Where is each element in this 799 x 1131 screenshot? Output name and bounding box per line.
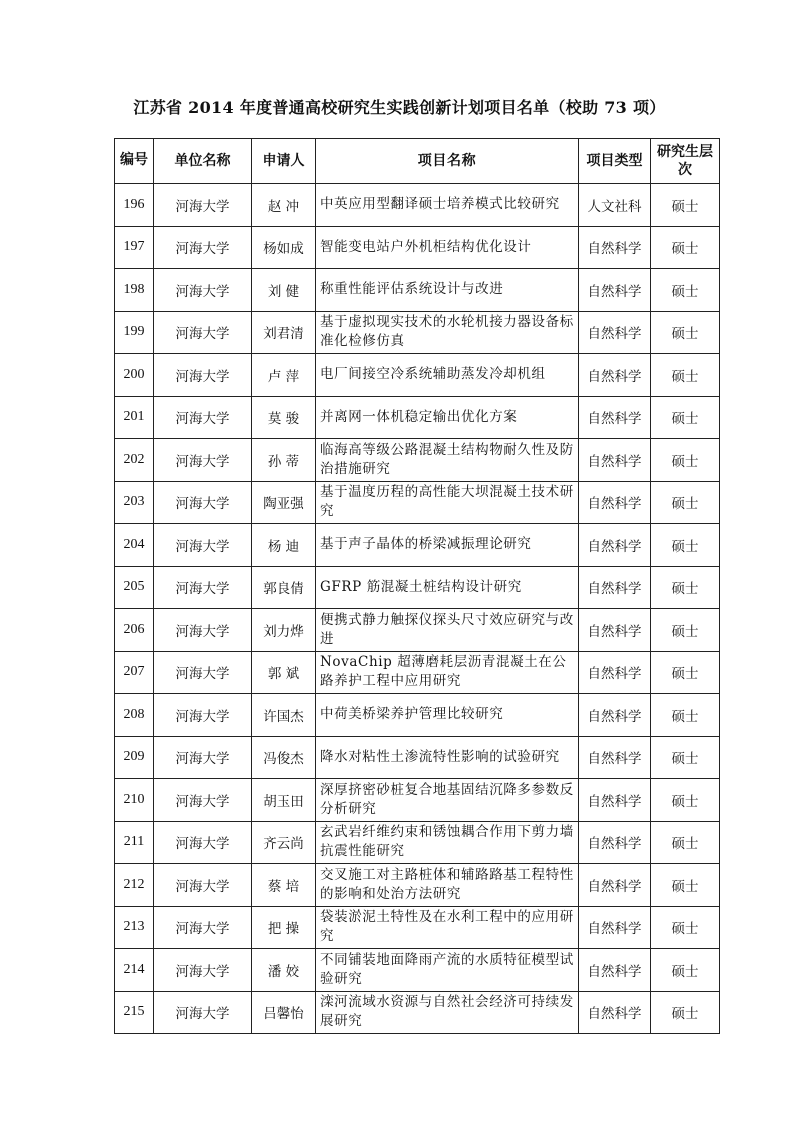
cell-applicant: 赵 冲 — [252, 184, 316, 227]
table-row — [115, 566, 720, 609]
table-row — [115, 609, 720, 652]
cell-level: 硕士 — [651, 736, 720, 779]
cell-unit: 河海大学 — [154, 821, 252, 864]
cell-project: 并离网一体机稳定输出优化方案 — [316, 396, 579, 439]
cell-type: 自然科学 — [579, 821, 651, 864]
cell-project: 降水对粘性土渗流特性影响的试验研究 — [316, 736, 579, 779]
cell-level: 硕士 — [651, 906, 720, 949]
cell-type: 自然科学 — [579, 524, 651, 567]
cell-level: 硕士 — [651, 991, 720, 1034]
table-body — [115, 184, 720, 1034]
cell-type: 自然科学 — [579, 864, 651, 907]
table-row — [115, 651, 720, 694]
table-row — [115, 481, 720, 524]
cell-level: 硕士 — [651, 779, 720, 822]
header-type: 项目类型 — [579, 139, 651, 184]
cell-type: 自然科学 — [579, 609, 651, 652]
table-row — [115, 396, 720, 439]
header-unit: 单位名称 — [154, 139, 252, 184]
cell-no: 200 — [115, 354, 154, 397]
cell-no: 202 — [115, 439, 154, 482]
cell-no: 210 — [115, 779, 154, 822]
cell-applicant: 莫 骏 — [252, 396, 316, 439]
cell-type: 自然科学 — [579, 269, 651, 312]
cell-applicant: 陶亚强 — [252, 481, 316, 524]
cell-no: 198 — [115, 269, 154, 312]
cell-project: 交叉施工对主路桩体和辅路路基工程特性的影响和处治方法研究 — [316, 864, 579, 907]
cell-type: 自然科学 — [579, 694, 651, 737]
cell-level: 硕士 — [651, 481, 720, 524]
cell-unit: 河海大学 — [154, 396, 252, 439]
cell-no: 201 — [115, 396, 154, 439]
cell-no: 212 — [115, 864, 154, 907]
cell-unit: 河海大学 — [154, 184, 252, 227]
cell-project: 便携式静力触探仪探头尺寸效应研究与改进 — [316, 609, 579, 652]
cell-unit: 河海大学 — [154, 906, 252, 949]
cell-unit: 河海大学 — [154, 694, 252, 737]
cell-type: 自然科学 — [579, 736, 651, 779]
cell-level: 硕士 — [651, 439, 720, 482]
cell-unit: 河海大学 — [154, 481, 252, 524]
cell-project: 滦河流域水资源与自然社会经济可持续发展研究 — [316, 991, 579, 1034]
cell-no: 197 — [115, 226, 154, 269]
cell-no: 199 — [115, 311, 154, 354]
cell-project: 基于虚拟现实技术的水轮机接力器设备标准化检修仿真 — [316, 311, 579, 354]
cell-level: 硕士 — [651, 354, 720, 397]
table-row — [115, 269, 720, 312]
cell-applicant: 蔡 培 — [252, 864, 316, 907]
cell-level: 硕士 — [651, 396, 720, 439]
cell-project: 中英应用型翻译硕士培养模式比较研究 — [316, 184, 579, 227]
cell-unit: 河海大学 — [154, 779, 252, 822]
header-applicant: 申请人 — [252, 139, 316, 184]
cell-project: 电厂间接空冷系统辅助蒸发冷却机组 — [316, 354, 579, 397]
table-row — [115, 694, 720, 737]
cell-type: 自然科学 — [579, 949, 651, 992]
cell-applicant: 把 操 — [252, 906, 316, 949]
cell-project: 基于温度历程的高性能大坝混凝土技术研究 — [316, 481, 579, 524]
cell-level: 硕士 — [651, 949, 720, 992]
table-row — [115, 779, 720, 822]
cell-type: 自然科学 — [579, 396, 651, 439]
cell-no: 204 — [115, 524, 154, 567]
cell-unit: 河海大学 — [154, 524, 252, 567]
cell-type: 自然科学 — [579, 354, 651, 397]
cell-unit: 河海大学 — [154, 609, 252, 652]
cell-type: 自然科学 — [579, 566, 651, 609]
cell-project: 中荷美桥梁养护管理比较研究 — [316, 694, 579, 737]
cell-level: 硕士 — [651, 524, 720, 567]
cell-level: 硕士 — [651, 821, 720, 864]
table-row — [115, 949, 720, 992]
table-row — [115, 864, 720, 907]
cell-unit: 河海大学 — [154, 439, 252, 482]
cell-applicant: 刘力烨 — [252, 609, 316, 652]
cell-type: 自然科学 — [579, 311, 651, 354]
cell-no: 214 — [115, 949, 154, 992]
cell-no: 205 — [115, 566, 154, 609]
cell-unit: 河海大学 — [154, 311, 252, 354]
cell-unit: 河海大学 — [154, 226, 252, 269]
table-header-row — [115, 139, 720, 184]
table-row — [115, 991, 720, 1034]
header-level: 研究生层次 — [651, 139, 720, 184]
cell-level: 硕士 — [651, 566, 720, 609]
cell-applicant: 孙 蒂 — [252, 439, 316, 482]
cell-project: NovaChip 超薄磨耗层沥青混凝土在公路养护工程中应用研究 — [316, 651, 579, 694]
table-row — [115, 311, 720, 354]
table-row — [115, 226, 720, 269]
cell-no: 207 — [115, 651, 154, 694]
cell-level: 硕士 — [651, 864, 720, 907]
cell-project: 临海高等级公路混凝土结构物耐久性及防治措施研究 — [316, 439, 579, 482]
page-title: 江苏省 2014 年度普通高校研究生实践创新计划项目名单（校助 73 项） — [133, 98, 666, 117]
cell-project: 基于声子晶体的桥梁减振理论研究 — [316, 524, 579, 567]
header-project: 项目名称 — [316, 139, 579, 184]
cell-type: 自然科学 — [579, 651, 651, 694]
cell-unit: 河海大学 — [154, 354, 252, 397]
cell-applicant: 吕馨怡 — [252, 991, 316, 1034]
cell-project: 玄武岩纤维约束和锈蚀耦合作用下剪力墙抗震性能研究 — [316, 821, 579, 864]
cell-type: 自然科学 — [579, 481, 651, 524]
table-row — [115, 354, 720, 397]
cell-level: 硕士 — [651, 184, 720, 227]
table-row — [115, 524, 720, 567]
cell-unit: 河海大学 — [154, 736, 252, 779]
cell-no: 196 — [115, 184, 154, 227]
cell-type: 自然科学 — [579, 226, 651, 269]
cell-level: 硕士 — [651, 609, 720, 652]
cell-type: 自然科学 — [579, 779, 651, 822]
cell-project: 袋装淤泥土特性及在水利工程中的应用研究 — [316, 906, 579, 949]
cell-project: GFRP 筋混凝土桩结构设计研究 — [316, 566, 579, 609]
cell-applicant: 胡玉田 — [252, 779, 316, 822]
cell-project: 深厚挤密砂桩复合地基固结沉降多参数反分析研究 — [316, 779, 579, 822]
cell-unit: 河海大学 — [154, 864, 252, 907]
cell-level: 硕士 — [651, 269, 720, 312]
cell-applicant: 杨 迪 — [252, 524, 316, 567]
cell-level: 硕士 — [651, 651, 720, 694]
table-row — [115, 906, 720, 949]
cell-no: 213 — [115, 906, 154, 949]
cell-level: 硕士 — [651, 694, 720, 737]
cell-level: 硕士 — [651, 226, 720, 269]
cell-no: 203 — [115, 481, 154, 524]
cell-applicant: 冯俊杰 — [252, 736, 316, 779]
table-row — [115, 821, 720, 864]
cell-no: 209 — [115, 736, 154, 779]
cell-applicant: 杨如成 — [252, 226, 316, 269]
cell-type: 自然科学 — [579, 439, 651, 482]
table-row — [115, 184, 720, 227]
cell-applicant: 刘 健 — [252, 269, 316, 312]
cell-unit: 河海大学 — [154, 566, 252, 609]
cell-applicant: 卢 萍 — [252, 354, 316, 397]
cell-applicant: 刘君清 — [252, 311, 316, 354]
cell-no: 211 — [115, 821, 154, 864]
cell-type: 自然科学 — [579, 906, 651, 949]
cell-level: 硕士 — [651, 311, 720, 354]
cell-applicant: 许国杰 — [252, 694, 316, 737]
cell-project: 不同铺装地面降雨产流的水质特征模型试验研究 — [316, 949, 579, 992]
cell-no: 206 — [115, 609, 154, 652]
cell-applicant: 郭 斌 — [252, 651, 316, 694]
cell-project: 智能变电站户外机柜结构优化设计 — [316, 226, 579, 269]
cell-applicant: 潘 姣 — [252, 949, 316, 992]
cell-type: 人文社科 — [579, 184, 651, 227]
cell-applicant: 齐云尚 — [252, 821, 316, 864]
cell-unit: 河海大学 — [154, 651, 252, 694]
cell-unit: 河海大学 — [154, 991, 252, 1034]
cell-project: 称重性能评估系统设计与改进 — [316, 269, 579, 312]
header-no: 编号 — [115, 139, 154, 184]
cell-no: 208 — [115, 694, 154, 737]
cell-no: 215 — [115, 991, 154, 1034]
cell-unit: 河海大学 — [154, 269, 252, 312]
project-table — [114, 138, 720, 1034]
cell-type: 自然科学 — [579, 991, 651, 1034]
cell-applicant: 郭良倩 — [252, 566, 316, 609]
cell-unit: 河海大学 — [154, 949, 252, 992]
table-row — [115, 439, 720, 482]
table-row — [115, 736, 720, 779]
